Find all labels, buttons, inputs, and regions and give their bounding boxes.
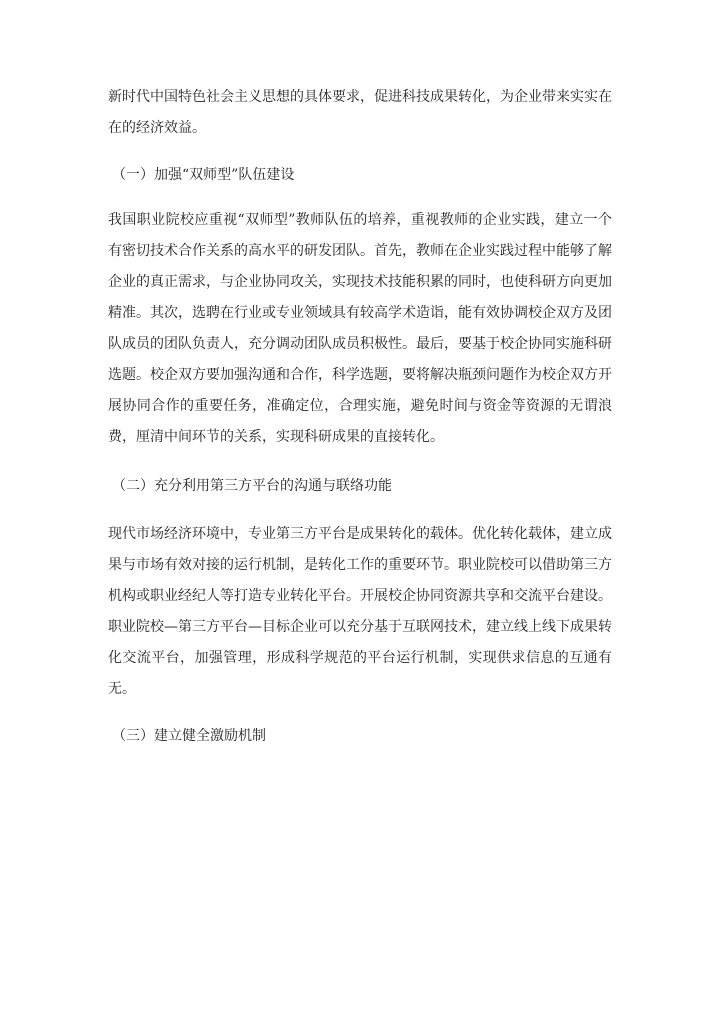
section-heading-3: （三）建立健全激励机制 [112,728,266,744]
document-body [108,82,612,752]
paragraph-section-1: 我国职业院校应重视“双师型”教师队伍的培养，重视教师的企业实践，建立一个有密切技术合作关系的高水平的研发团队。首先，教师在企业实践过程中能够了解企业的真正需求，与企业协同攻关，实现技术技能积累的同时，也使科研方向更加精准。其次，选聘在行业或专业领域具有较高学术造诣，能有效协调校企双方及团队成员的团队负责人，充分调动团队成员积极性。最后，要基于校企协同实施科研选题。校企双方要加强沟通和合作，科学选题，要将解决瓶颈问题作为校企双方开展协同合作的重要任务，准确定位，合理实施，避免时间与资金等资源的无谓浪费，厘清中间环节的关系，实现科研成果的直接转化。 [108,212,612,445]
section-heading-1: （一）加强“双师型”队伍建设 [112,167,295,183]
section-heading-2: （二）充分利用第三方平台的沟通与联络功能 [112,478,392,494]
paragraph-section-2: 现代市场经济环境中，专业第三方平台是成果转化的载体。优化转化载体，建立成果与市场有效对接的运行机制，是转化工作的重要环节。职业院校可以借助第三方机构或职业经纪人等打造专业转化平台。开展校企协同资源共享和交流平台建设。职业院校—第三方平台—目标企业可以充分基于互联网技术，建立线上线下成果转化交流平台，加强管理，形成科学规范的平台运行机制，实现供求信息的互通有无。 [108,526,612,697]
paragraph-intro: 新时代中国特色社会主义思想的具体要求，促进科技成果转化，为企业带来实实在在的经济效益。 [108,89,612,136]
